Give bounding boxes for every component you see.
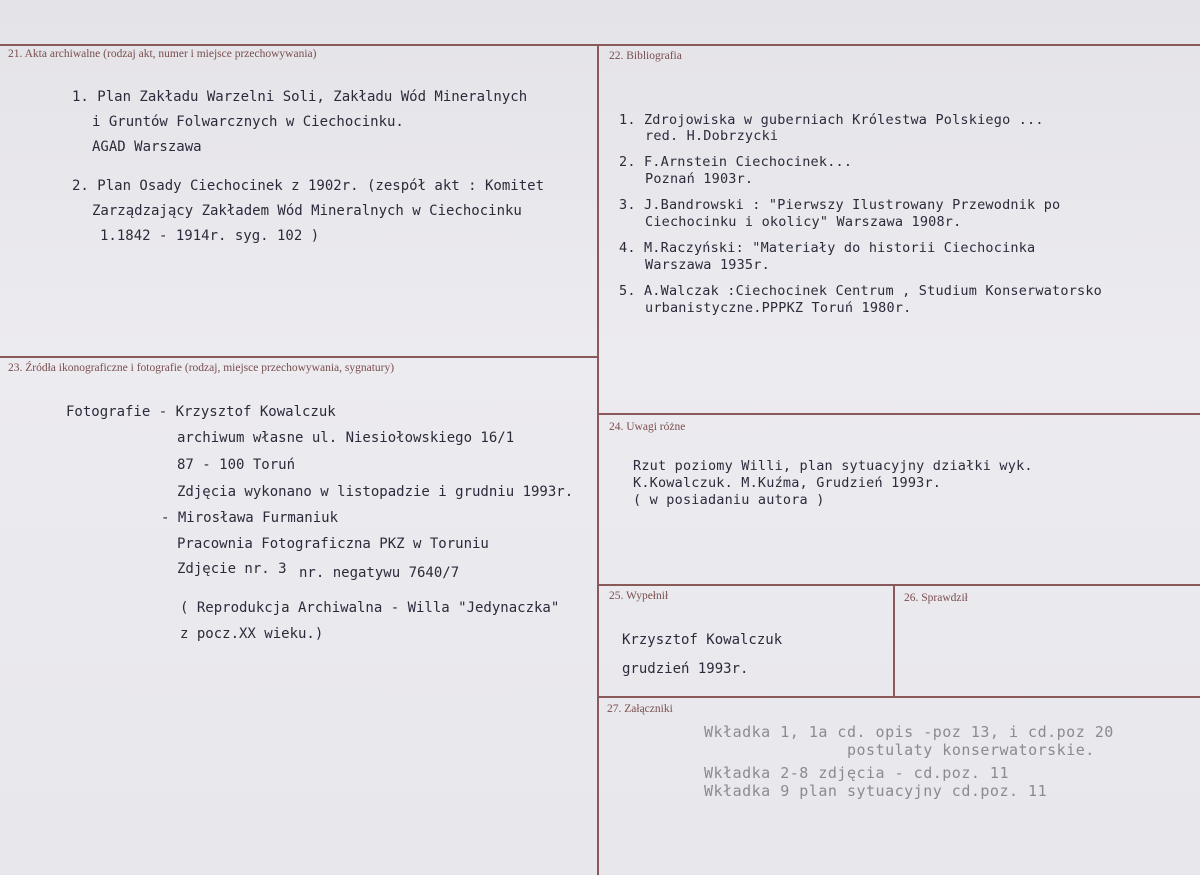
- sources-line: archiwum własne ul. Niesiołowskiego 16/1: [177, 430, 515, 446]
- divider-24-25: [598, 584, 1200, 586]
- bibliography-line: Warszawa 1935r.: [645, 257, 770, 273]
- remarks-line: K.Kowalczuk. M.Kuźma, Grudzień 1993r.: [633, 475, 942, 491]
- bibliography-line: 3. J.Bandrowski : "Pierwszy Ilustrowany Przewodnik po: [619, 197, 1061, 213]
- bibliography-line: 2. F.Arnstein Ciechocinek...: [619, 154, 853, 170]
- sources-line: z pocz.XX wieku.): [180, 626, 324, 642]
- sources-line: nr. negatywu 7640/7: [299, 565, 460, 581]
- bibliography-line: urbanistyczne.PPPKZ Toruń 1980r.: [645, 300, 912, 316]
- divider-25-27: [598, 696, 1200, 698]
- bibliography-line: Poznań 1903r.: [645, 171, 754, 187]
- top-border: [0, 44, 1200, 46]
- sources-line: Zdjęcia wykonano w listopadzie i grudniu 1993r.: [177, 484, 574, 500]
- divider-22-24: [598, 413, 1200, 415]
- attachments-line: postulaty konserwatorskie.: [847, 741, 1095, 759]
- archive-line: 2. Plan Osady Ciechocinek z 1902r. (zespół akt : Komitet: [72, 178, 545, 194]
- filled-by-name: Krzysztof Kowalczuk: [622, 632, 783, 648]
- remarks-line: ( w posiadaniu autora ): [633, 492, 825, 508]
- section-22-label: 22. Bibliografia: [609, 50, 682, 62]
- attachments-line: Wkładka 2-8 zdjęcia - cd.poz. 11: [704, 764, 1009, 782]
- divider-21-23: [0, 356, 598, 358]
- attachments-line: Wkładka 1, 1a cd. opis -poz 13, i cd.poz 20: [704, 723, 1114, 741]
- sources-line: ( Reprodukcja Archiwalna - Willa "Jedynaczka": [180, 600, 560, 616]
- bibliography-line: 5. A.Walczak :Ciechocinek Centrum , Studium Konserwatorsko: [619, 283, 1103, 299]
- bibliography-line: Ciechocinku i okolicy" Warszawa 1908r.: [645, 214, 962, 230]
- sources-line: Pracownia Fotograficzna PKZ w Toruniu: [177, 536, 489, 552]
- bibliography-line: 4. M.Raczyński: "Materiały do historii Ciechocinka: [619, 240, 1036, 256]
- section-21-label: 21. Akta archiwalne (rodzaj akt, numer i miejsce przechowywania): [8, 48, 317, 60]
- remarks-line: Rzut poziomy Willi, plan sytuacyjny działki wyk.: [633, 458, 1033, 474]
- archive-line: 1. Plan Zakładu Warzelni Soli, Zakładu Wód Mineralnych: [72, 89, 528, 105]
- section-25-label: 25. Wypełnił: [609, 590, 669, 602]
- section-24-label: 24. Uwagi różne: [609, 421, 686, 433]
- sources-line: Fotografie - Krzysztof Kowalczuk: [66, 404, 336, 420]
- archive-line: i Gruntów Folwarcznych w Ciechocinku.: [92, 114, 404, 130]
- section-27-label: 27. Załączniki: [607, 703, 673, 715]
- bibliography-line: 1. Zdrojowiska w guberniach Królestwa Polskiego ...: [619, 112, 1044, 128]
- sources-line: Zdjęcie nr. 3: [177, 561, 287, 577]
- sources-line: - Mirosława Furmaniuk: [161, 510, 339, 526]
- filled-by-date: grudzień 1993r.: [622, 661, 749, 677]
- archive-line: AGAD Warszawa: [92, 139, 202, 155]
- center-divider: [597, 44, 599, 875]
- section-26-label: 26. Sprawdził: [904, 592, 968, 604]
- archive-line: 1.1842 - 1914r. syg. 102 ): [100, 228, 320, 244]
- sources-line: 87 - 100 Toruń: [177, 457, 296, 473]
- attachments-line: Wkładka 9 plan sytuacyjny cd.poz. 11: [704, 782, 1048, 800]
- divider-25-26: [893, 584, 895, 696]
- bibliography-line: red. H.Dobrzycki: [645, 128, 779, 144]
- archive-line: Zarządzający Zakładem Wód Mineralnych w Ciechocinku: [92, 203, 522, 219]
- section-23-label: 23. Źródła ikonograficzne i fotografie (rodzaj, miejsce przechowywania, sygnatury): [8, 362, 395, 374]
